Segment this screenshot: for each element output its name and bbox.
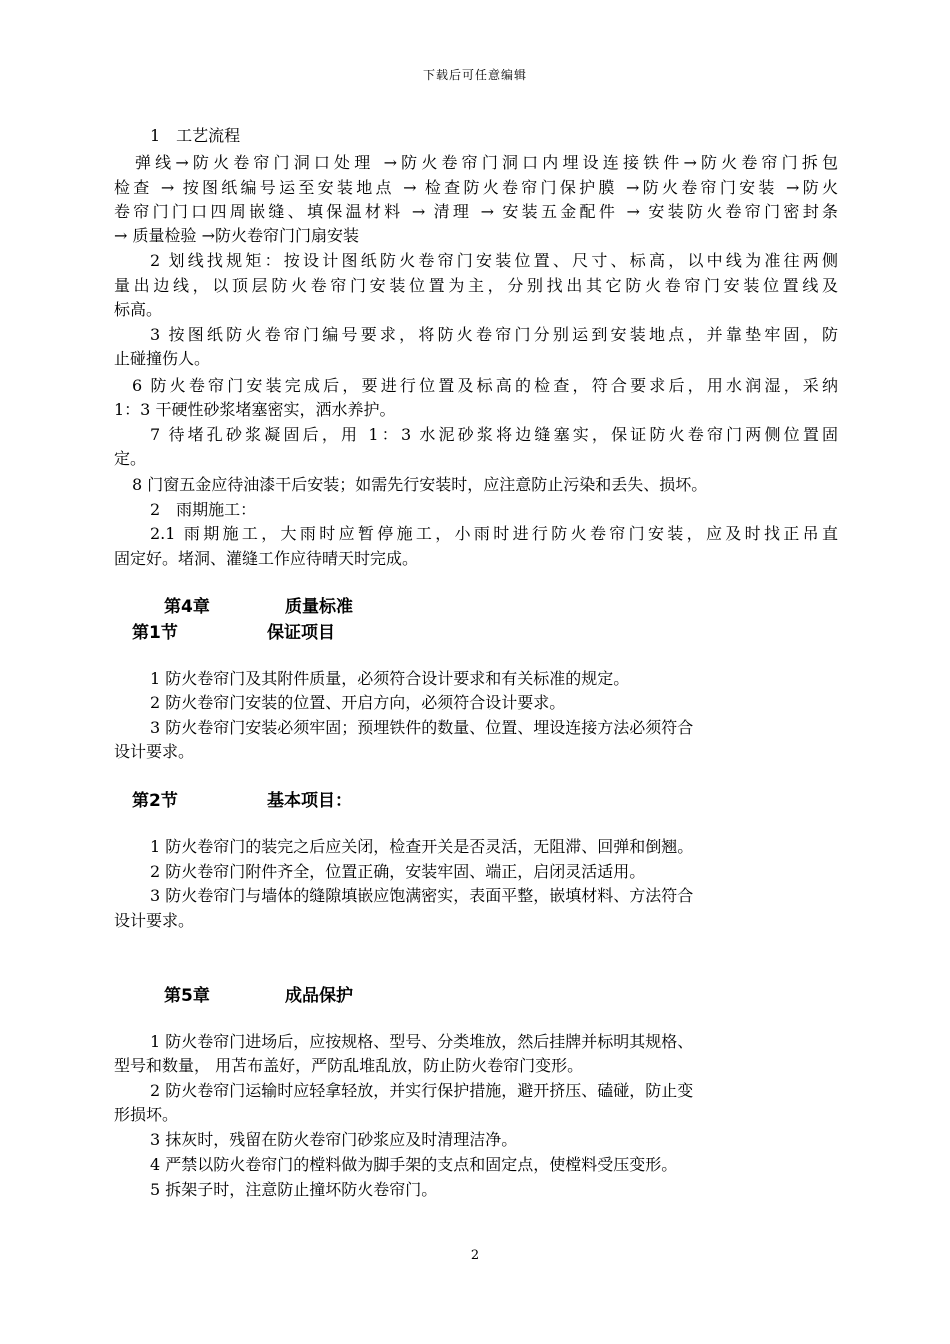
- page-number: 2: [470, 1248, 480, 1263]
- list-item: 3 防火卷帘门与墙体的缝隙填嵌应饱满密实，表面平整，嵌填材料、方法符合: [150, 886, 694, 905]
- flow-line: 卷帘门门口四周嵌缝、填保温材料 → 清理 → 安装五金配件 → 安装防火卷帘门密封条: [114, 202, 838, 221]
- chapter-5-title: 成品保护: [285, 986, 353, 1006]
- paragraph-line: 2 划线找规矩：按设计图纸防火卷帘门安装位置、尺寸、标高，以中线为准往两侧: [150, 251, 838, 270]
- paragraph-line: 1：3 干硬性砂浆堵塞密实，洒水养护。: [114, 400, 396, 419]
- list-item: 型号和数量， 用苫布盖好，严防乱堆乱放，防止防火卷帘门变形。: [114, 1056, 584, 1075]
- list-item: 5 拆架子时，注意防止撞坏防火卷帘门。: [150, 1180, 438, 1199]
- section-1-title: 1 工艺流程: [150, 126, 241, 145]
- section-4-1-number: 第1节: [132, 623, 178, 643]
- paragraph-line: 3 按图纸防火卷帘门编号要求，将防火卷帘门分别运到安装地点，并靠垫牢固，防: [150, 325, 838, 344]
- list-item: 3 抹灰时，残留在防火卷帘门砂浆应及时清理洁净。: [150, 1130, 518, 1149]
- list-item: 1 防火卷帘门进场后，应按规格、型号、分类堆放，然后挂牌并标明其规格、: [150, 1032, 694, 1051]
- section-4-1-title: 保证项目: [267, 623, 335, 643]
- paragraph-line: 固定好。堵洞、灌缝工作应待晴天时完成。: [114, 549, 419, 568]
- paragraph-line: 止碰撞伤人。: [114, 349, 211, 368]
- paragraph-line: 2.1 雨期施工，大雨时应暂停施工，小雨时进行防火卷帘门安装，应及时找正吊直: [150, 524, 838, 543]
- list-item: 3 防火卷帘门安装必须牢固；预埋铁件的数量、位置、埋设连接方法必须符合: [150, 718, 694, 737]
- section-4-2-title: 基本项目：: [267, 791, 352, 811]
- flow-line: 检查 → 按图纸编号运至安装地点 → 检查防火卷帘门保护膜 →防火卷帘门安装 →防火: [114, 178, 838, 197]
- list-item: 1 防火卷帘门及其附件质量，必须符合设计要求和有关标准的规定。: [150, 669, 630, 688]
- paragraph-line: 量出边线，以顶层防火卷帘门安装位置为主，分别找出其它防火卷帘门安装位置线及: [114, 276, 838, 295]
- chapter-5-number: 第5章: [164, 986, 210, 1006]
- subsection-title: 2 雨期施工：: [150, 500, 257, 519]
- list-item: 形损坏。: [114, 1105, 179, 1124]
- paragraph-line: 定。: [114, 449, 147, 468]
- section-4-2-number: 第2节: [132, 791, 178, 811]
- chapter-4-title: 质量标准: [285, 597, 353, 617]
- chapter-4-number: 第4章: [164, 597, 210, 617]
- list-item: 2 防火卷帘门安装的位置、开启方向，必须符合设计要求。: [150, 693, 566, 712]
- paragraph-line: 8 门窗五金应待油漆干后安装；如需先行安装时，应注意防止污染和丢失、损坏。: [132, 475, 708, 494]
- page-header: 下载后可任意编辑: [422, 68, 527, 82]
- flow-line: → 质量检验 →防火卷帘门门扇安装: [114, 226, 359, 245]
- paragraph-line: 6 防火卷帘门安装完成后，要进行位置及标高的检查，符合要求后，用水润湿，采纳: [132, 376, 838, 395]
- flow-line: 弹线→防火卷帘门洞口处理 →防火卷帘门洞口内埋设连接铁件→防火卷帘门拆包: [135, 153, 838, 172]
- list-item: 设计要求。: [114, 911, 195, 930]
- list-item: 4 严禁以防火卷帘门的樘料做为脚手架的支点和固定点，使樘料受压变形。: [150, 1155, 678, 1174]
- list-item: 1 防火卷帘门的装完之后应关闭，检查开关是否灵活，无阻滞、回弹和倒翘。: [150, 837, 694, 856]
- paragraph-line: 7 待堵孔砂浆凝固后，用 1：3 水泥砂浆将边缝塞实，保证防火卷帘门两侧位置固: [150, 425, 838, 444]
- list-item: 2 防火卷帘门运输时应轻拿轻放，并实行保护措施，避开挤压、磕碰，防止变: [150, 1081, 694, 1100]
- list-item: 设计要求。: [114, 742, 195, 761]
- paragraph-line: 标高。: [114, 300, 163, 319]
- list-item: 2 防火卷帘门附件齐全，位置正确，安装牢固、端正，启闭灵活适用。: [150, 862, 646, 881]
